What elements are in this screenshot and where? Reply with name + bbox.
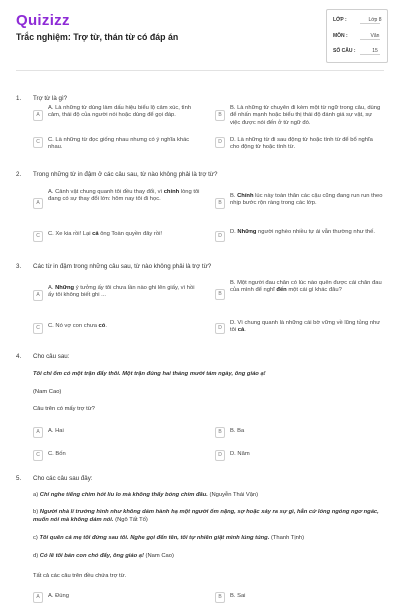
sentence-source: (Ngô Tất Tố) — [115, 517, 148, 523]
quizizz-logo: Quizizz — [16, 12, 70, 29]
option-text: B. Chính lúc này toàn thân các cậu cũng đang run run theo nhịp bước rộn ràng trong các lớp. — [230, 193, 383, 207]
question-number: 5. — [16, 475, 22, 482]
option-text: C. Bốn — [48, 451, 66, 457]
sentence-text: Chỉ nghe tiếng chim hót líu lo mà không thấy bóng chim đâu. — [39, 492, 208, 498]
meta-info-box — [326, 9, 388, 63]
option-letter: D — [215, 323, 225, 334]
question-number: 1. — [16, 95, 22, 102]
option-text: B. Ba — [230, 428, 245, 434]
meta-subject-value: Văn — [370, 33, 380, 39]
option-letter: C — [33, 450, 43, 461]
option-text: C. Là những từ đọc giống nhau nhưng có ý nghĩa khác nhau. — [48, 137, 190, 151]
option-letter: B — [215, 198, 225, 209]
option-text: A. Cảnh vật chung quanh tôi đều thay đổi, vì chính lòng tôi đang có sự thay đổi lớn: hôm nay tôi đi học. — [48, 189, 200, 203]
sentence-label: d) — [33, 553, 39, 559]
option-letter: D — [215, 231, 225, 242]
question-text: Cho câu sau: — [33, 353, 70, 360]
option-letter: D — [215, 137, 225, 148]
sentence-text: Có lẽ tôi bán con chó đấy, ông giáo ạ! — [39, 553, 144, 559]
question-text: Cho các câu sau đây: — [33, 475, 93, 482]
option-letter: C — [33, 137, 43, 148]
question-number: 2. — [16, 171, 22, 178]
question-source: (Nam Cao) — [33, 389, 62, 395]
sentence-source: (Nam Cao) — [145, 553, 174, 559]
option-text: D. Là những từ đi sau động từ hoặc tính từ để bổ nghĩa cho động từ hoặc tính từ. — [230, 137, 373, 151]
option-letter: B — [215, 427, 225, 438]
sentence-text: Tôi quên cả mẹ tôi đứng sau tôi. Nghe gọi đến tên, tôi tự nhiên giật mình lúng túng. — [39, 535, 270, 541]
option-text: A. Những ý tưởng ấy tôi chưa lần nào ghi lên giấy, vì hồi ấy tôi không biết ghi ... — [48, 285, 195, 299]
question-text: Trợ từ là gì? — [33, 95, 68, 102]
option-text: B. Một người đau chân có lúc nào quên được cái chân đau của mình để nghĩ đến một cái gì khác đâu? — [230, 280, 382, 294]
question-number: 3. — [16, 263, 22, 270]
header-divider — [16, 70, 384, 71]
meta-class-label: LỚP : — [333, 17, 347, 23]
option-letter: C — [33, 323, 43, 334]
option-text: A. Là những từ dùng làm dấu hiệu biểu lộ cảm xúc, tình cảm, thái độ của người nói hoặc dùng để gọi đáp. — [48, 105, 192, 119]
question-text: Các từ in đậm trong những câu sau, từ nào không phải là trợ từ? — [33, 263, 212, 270]
question-prompt: Tất cả các câu trên đều chứa trợ từ. — [33, 573, 127, 579]
divider — [360, 23, 380, 24]
page-title: Trắc nghiệm: Trợ từ, thán từ có đáp án — [16, 32, 179, 42]
sentence-label: c) — [33, 535, 38, 541]
option-letter: C — [33, 231, 43, 242]
option-text: D. Năm — [230, 451, 250, 457]
option-text: B. Sai — [230, 593, 246, 599]
divider — [360, 39, 380, 40]
question-quote: Tôi chỉ ốm có một trận đấy thôi. Một trận đúng hai tháng mười tám ngày, ông giáo ạ! — [33, 371, 266, 377]
sentence-source: (Nguyễn Thái Vận) — [209, 492, 259, 498]
meta-count-value: 15 — [372, 48, 378, 54]
sentence-text: Người nhà lí trưởng hình như không dám hành hạ một người ốm nặng, sợ hoặc xảy ra sự gì, hắn cứ lóng ngóng ngơ ngác, muốn nói mà không dám nói. — [33, 509, 379, 523]
meta-count-label: SỐ CÂU : — [333, 48, 356, 54]
option-text: D. Những người nghèo nhiều tự ái vẫn thường như thế. — [230, 229, 375, 235]
option-letter: A — [33, 198, 43, 209]
option-text: A. Đúng — [48, 593, 69, 599]
question-prompt: Câu trên có mấy trợ từ? — [33, 406, 95, 412]
option-letter: A — [33, 110, 43, 121]
sentence-c — [33, 534, 385, 542]
option-text: D. Vì chung quanh là những cái bờ vững về lũng tủng như tôi cả. — [230, 320, 381, 334]
option-letter: A — [33, 592, 43, 603]
question-text: Trong những từ in đậm ở các câu sau, từ nào không phải là trợ từ? — [33, 171, 218, 178]
sentence-label: b) — [33, 509, 39, 515]
option-text: B. Là những từ chuyên đi kèm một từ ngữ trong câu, dùng để nhấn mạnh hoặc biểu thị thái độ đánh giá sự vật, sự việc được nói đến ở từ ngữ đó. — [230, 105, 381, 126]
sentence-b — [33, 508, 385, 524]
sentence-source: (Thanh Tịnh) — [270, 535, 305, 541]
question-number: 4. — [16, 353, 22, 360]
meta-class-value: Lớp 8 — [368, 17, 382, 23]
option-letter: B — [215, 289, 225, 300]
sentence-label: a) — [33, 492, 39, 498]
sentence-d — [33, 552, 385, 560]
option-text: C. Xe kia rồi! Lại cả ông Toàn quyền đây rồi! — [48, 231, 162, 237]
option-letter: A — [33, 427, 43, 438]
option-letter: A — [33, 290, 43, 301]
option-text: A. Hai — [48, 428, 64, 434]
divider — [360, 54, 380, 55]
option-letter: B — [215, 592, 225, 603]
sentence-a — [33, 491, 385, 499]
option-text: C. Nó vợ con chưa có. — [48, 323, 107, 329]
meta-subject-label: MÔN : — [333, 33, 348, 39]
option-letter: D — [215, 450, 225, 461]
option-letter: B — [215, 110, 225, 121]
header — [0, 0, 400, 66]
